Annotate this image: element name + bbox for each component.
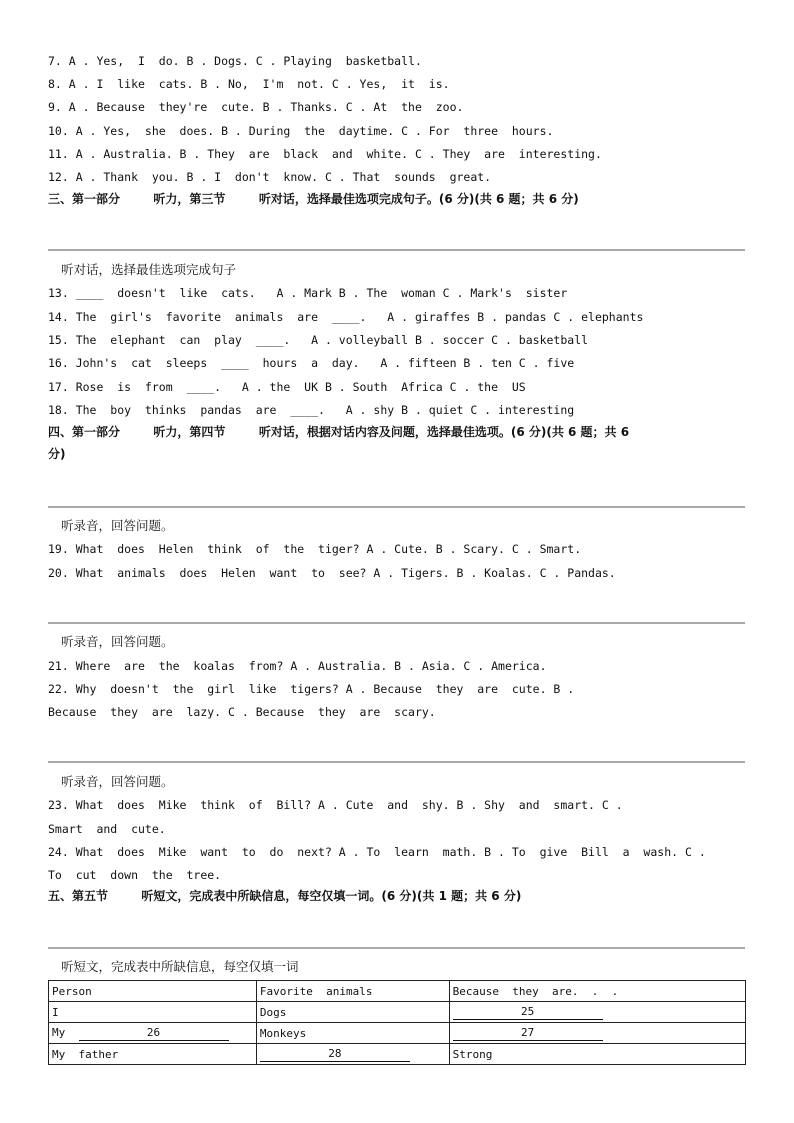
table-cell: I xyxy=(49,1002,257,1023)
question-23: 23. What does Mike think of Bill? A . Cute and shy. B . Shy and smart. C . xyxy=(48,798,623,812)
table-header-cell: Favorite animals xyxy=(256,981,449,1002)
table-row xyxy=(49,1023,746,1044)
section-divider xyxy=(48,947,745,949)
question-20: 20. What animals does Helen want to see? A . Tigers. B . Koalas. C . Pandas. xyxy=(48,566,616,580)
section-divider xyxy=(48,249,745,251)
question-11: 11. A . Australia. B . They are black and white. C . They are interesting. xyxy=(48,147,602,161)
table-header-cell: Because they are. . . xyxy=(449,981,745,1002)
question-9: 9. A . Because they're cute. B . Thanks. C . At the zoo. xyxy=(48,100,464,114)
answer-blank-26: 26 xyxy=(79,1026,229,1041)
section-5-instruction: 听短文，完成表中所缺信息，每空仅填一词 xyxy=(61,959,299,974)
question-21: 21. Where are the koalas from? A . Australia. B . Asia. C . America. xyxy=(48,659,547,673)
question-23-cont: Smart and cute. xyxy=(48,822,166,836)
question-18: 18. The boy thinks pandas are ____. A . shy B . quiet C . interesting xyxy=(48,403,575,417)
table-header-row xyxy=(49,981,746,1002)
answer-blank-25: 25 xyxy=(453,1005,603,1020)
table-cell: Strong xyxy=(449,1044,745,1065)
table-row xyxy=(49,1044,746,1065)
table-header-cell: Person xyxy=(49,981,257,1002)
section-3-instruction: 听对话，选择最佳选项完成句子 xyxy=(61,262,237,277)
table-cell xyxy=(256,1044,449,1065)
table-cell xyxy=(49,1023,257,1044)
section-4-heading-cont: 分) xyxy=(48,447,66,461)
answer-blank-27: 27 xyxy=(453,1026,603,1041)
question-22-cont: Because they are lazy. C . Because they are scary. xyxy=(48,705,436,719)
question-12: 12. A . Thank you. B . I don't know. C . That sounds great. xyxy=(48,170,492,184)
table-cell: Dogs xyxy=(256,1002,449,1023)
question-13: 13. ____ doesn't like cats. A . Mark B . The woman C . Mark's sister xyxy=(48,286,568,300)
answer-blank-28: 28 xyxy=(260,1047,410,1062)
group-3-instruction: 听录音，回答问题。 xyxy=(61,774,174,789)
question-16: 16. John's cat sleeps ____ hours a day. A . fifteen B . ten C . five xyxy=(48,356,575,370)
table-cell: Monkeys xyxy=(256,1023,449,1044)
question-15: 15. The elephant can play ____. A . volleyball B . soccer C . basketball xyxy=(48,333,589,347)
question-10: 10. A . Yes, she does. B . During the daytime. C . For three hours. xyxy=(48,124,554,138)
group-1-instruction: 听录音，回答问题。 xyxy=(61,518,174,533)
section-5-heading: 五、第五节 听短文，完成表中所缺信息，每空仅填一词。(6 分)(共 1 题；共 6 分) xyxy=(48,889,522,903)
section-divider xyxy=(48,506,745,508)
question-24: 24. What does Mike want to do next? A . To learn math. B . To give Bill a wash. C . xyxy=(48,845,706,859)
question-24-cont: To cut down the tree. xyxy=(48,868,222,882)
table-cell xyxy=(449,1002,745,1023)
section-4-heading: 四、第一部分 听力，第四节 听对话，根据对话内容及问题，选择最佳选项。(6 分)(共 6 题；共 6 xyxy=(48,425,630,439)
group-2-instruction: 听录音，回答问题。 xyxy=(61,634,174,649)
section-divider xyxy=(48,622,745,624)
question-7: 7. A . Yes, I do. B . Dogs. C . Playing basketball. xyxy=(48,54,422,68)
fill-in-table xyxy=(48,980,746,1065)
question-8: 8. A . I like cats. B . No, I'm not. C . Yes, it is. xyxy=(48,77,450,91)
question-19: 19. What does Helen think of the tiger? A . Cute. B . Scary. C . Smart. xyxy=(48,542,582,556)
question-17: 17. Rose is from ____. A . the UK B . South Africa C . the US xyxy=(48,380,526,394)
table-cell-text: My xyxy=(52,1025,66,1039)
table-cell xyxy=(449,1023,745,1044)
table-cell: My father xyxy=(49,1044,257,1065)
question-14: 14. The girl's favorite animals are ____. A . giraffes B . pandas C . elephants xyxy=(48,310,644,324)
section-3-heading: 三、第一部分 听力，第三节 听对话，选择最佳选项完成句子。(6 分)(共 6 题；共 6 分) xyxy=(48,192,579,206)
table-row xyxy=(49,1002,746,1023)
section-divider xyxy=(48,761,745,763)
question-22: 22. Why doesn't the girl like tigers? A . Because they are cute. B . xyxy=(48,682,575,696)
